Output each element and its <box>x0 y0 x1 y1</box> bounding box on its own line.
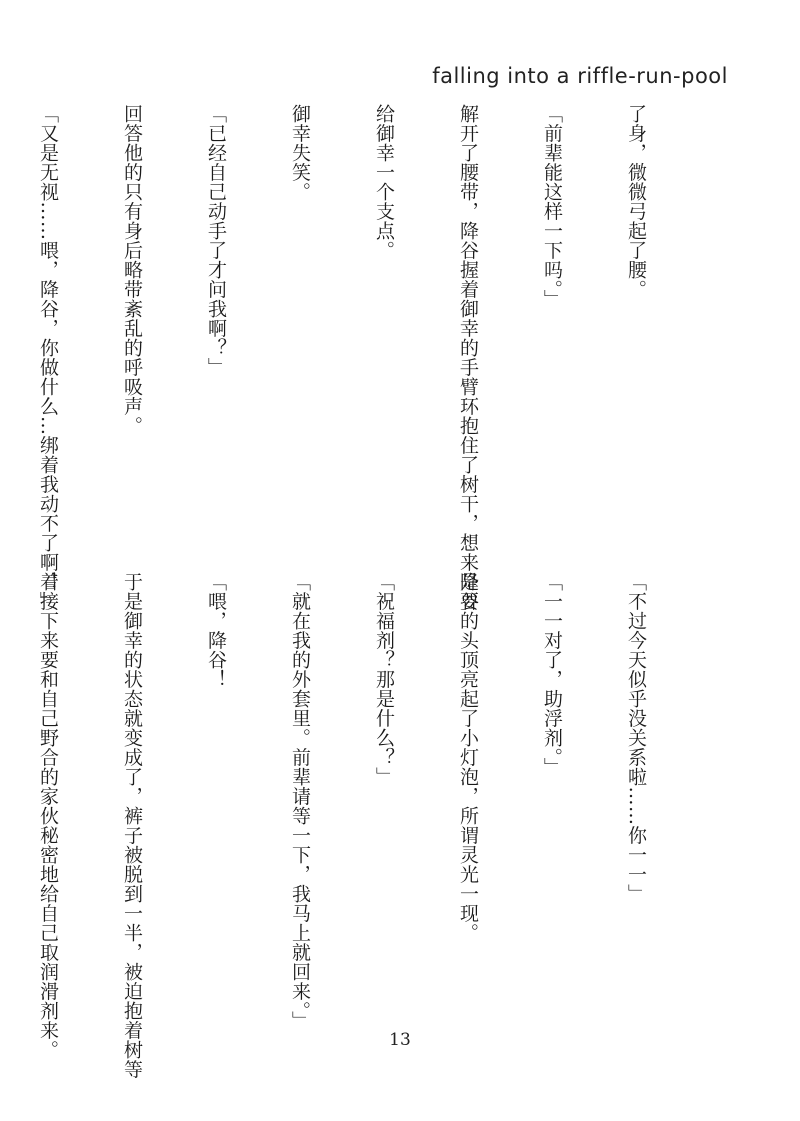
text-line: 给御幸一个支点。 <box>373 104 395 260</box>
text-line: 了身，微微弓起了腰。 <box>625 104 647 299</box>
text-line: 「已经自己动手了才问我啊？」 <box>205 104 227 377</box>
text-line: 「前辈能这样一下吗。」 <box>541 104 563 309</box>
text-line: 降谷的头顶亮起了小灯泡，所谓灵光一现。 <box>457 572 479 943</box>
upper-text-block <box>0 104 706 611</box>
running-title: falling into a riffle-run-pool <box>432 64 728 88</box>
page-number: 13 <box>389 1030 411 1050</box>
text-line: 「喂，降谷！ <box>205 572 227 689</box>
text-line: 于是御幸的状态就变成了，裤子被脱到一半，被迫抱着树等 <box>121 572 143 1079</box>
text-line: 回答他的只有身后略带紊乱的呼吸声。 <box>121 104 143 436</box>
text-line: 解开了腰带，降谷握着御幸的手臂环抱住了树干，想来是要 <box>457 104 479 611</box>
text-line: 「一一对了，助浮剂。」 <box>541 572 563 777</box>
text-line: 「就在我的外套里。前辈请等一下，我马上就回来。」 <box>289 572 311 1031</box>
text-line: 御幸失笑。 <box>289 104 311 202</box>
text-line: 「又是无视……喂，降谷，你做什么…绑着我动不了啊！」 <box>37 104 59 611</box>
text-line: 着接下来要和自己野合的家伙秘密地给自己取润滑剂来。 <box>37 572 59 1060</box>
text-line: 「不过今天似乎没关系啦……你一一」 <box>625 572 647 904</box>
text-line: 「祝福剂？那是什么？」 <box>373 572 395 787</box>
